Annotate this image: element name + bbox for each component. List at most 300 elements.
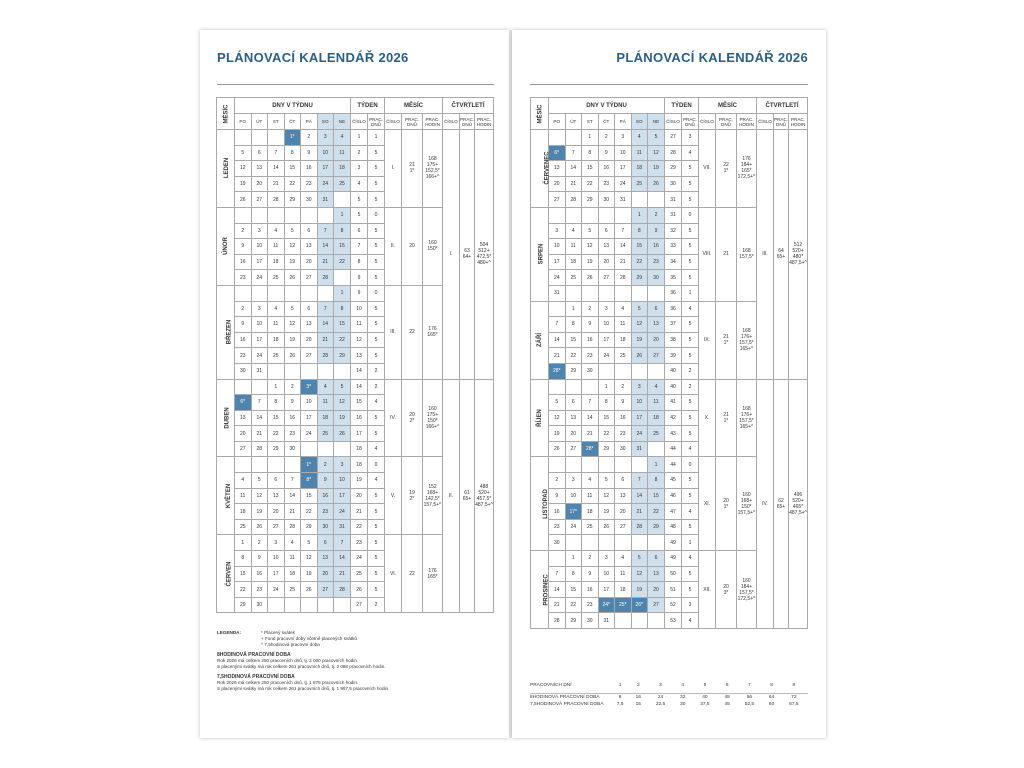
value-line: 165*: [427, 573, 438, 580]
day-cell: 22: [334, 332, 351, 348]
week-work-days: 5: [368, 317, 385, 333]
value-line: 165*: [427, 332, 438, 339]
month-work-days: [402, 457, 423, 535]
day-cell: 26: [301, 582, 318, 598]
day-cell: [549, 130, 566, 146]
week-number: 27: [665, 130, 682, 146]
week-number: 3: [351, 161, 368, 177]
day-cell: 31: [598, 613, 615, 629]
day-cell: [268, 130, 285, 146]
day-cell: 6: [317, 535, 334, 551]
day-cell: 20: [235, 426, 252, 442]
day-cell: [334, 597, 351, 613]
day-cell: 2: [317, 457, 334, 473]
day-cell: 15: [565, 332, 582, 348]
day-cell: [648, 613, 665, 629]
day-cell: 15: [235, 566, 252, 582]
day-cell: 21: [615, 254, 632, 270]
day-cell: 5: [598, 473, 615, 489]
month-work-hours: [737, 457, 757, 551]
day-cell: 22: [565, 348, 582, 364]
day-cell: 11: [284, 551, 301, 567]
month-name-label: KVĚTEN: [226, 483, 233, 509]
day-cell: 11: [648, 395, 665, 411]
cell-value: 8: [764, 682, 780, 694]
day-cell: 9: [582, 566, 599, 582]
week-number: 34: [665, 254, 682, 270]
day-cell: [549, 379, 566, 395]
day-cell: 13: [317, 551, 334, 567]
value-line: 157,5*: [739, 340, 754, 347]
week-work-days: 5: [368, 410, 385, 426]
day-cell: 3*: [301, 379, 318, 395]
day-cell: 26: [631, 348, 648, 364]
day-cell: [549, 457, 566, 473]
day-cell: 31: [631, 441, 648, 457]
quarter-work-hours: [789, 130, 808, 380]
week-number: 5: [351, 207, 368, 223]
page-title: PLÁNOVACÍ KALENDÁŘ 2026: [616, 50, 808, 65]
day-cell: 24: [598, 348, 615, 364]
day-cell: 7: [549, 566, 566, 582]
week-number: 37: [665, 317, 682, 333]
day-cell: 12: [598, 488, 615, 504]
day-cell: 9: [615, 395, 632, 411]
day-cell: 29: [268, 441, 285, 457]
value-line: 168+: [740, 497, 753, 504]
week-work-days: 5: [682, 239, 699, 255]
day-cell: 24: [317, 176, 334, 192]
table-row: [531, 130, 808, 146]
day-cell: 2: [598, 130, 615, 146]
quarter-work-hours: [475, 379, 494, 613]
day-cell: 4: [235, 473, 252, 489]
day-cell: 6*: [549, 145, 566, 161]
day-cell: 19: [631, 582, 648, 598]
legend-item: * Placený svátek: [261, 630, 295, 635]
day-cell: 2: [301, 130, 318, 146]
day-cell: 15: [268, 410, 285, 426]
value-line: 520+: [478, 489, 490, 496]
day-cell: 27: [615, 519, 632, 535]
value-line: 480*: [792, 254, 804, 261]
value-line: 166+^: [425, 423, 440, 430]
day-cell: 8: [284, 145, 301, 161]
day-cell: [284, 457, 301, 473]
day-cell: 28: [631, 519, 648, 535]
day-cell: 25: [565, 270, 582, 286]
day-cell: 24: [631, 426, 648, 442]
day-cell: [284, 363, 301, 379]
day-cell: [317, 597, 334, 613]
day-cell: 23: [582, 348, 599, 364]
day-cell: [235, 285, 252, 301]
day-cell: 3: [317, 130, 334, 146]
week-work-days: 5: [368, 161, 385, 177]
day-cell: [549, 207, 566, 223]
day-cell: 31: [251, 363, 268, 379]
week-work-days: 4: [682, 145, 699, 161]
day-cell: 8: [582, 145, 599, 161]
day-cell: 31: [615, 192, 632, 208]
day-cell: 17: [317, 161, 334, 177]
week-number: 29: [665, 161, 682, 177]
day-cell: 19: [648, 161, 665, 177]
day-cell: 30: [582, 613, 599, 629]
text-8h-a: Rok 2026 má celkem 250 pracovních dnů, tj. 2 000 pracovních hodin.: [217, 658, 359, 663]
day-cell: 22: [582, 176, 599, 192]
day-cell: 9: [549, 488, 566, 504]
week-work-days: 2: [682, 379, 699, 395]
header-month-group: MĚSÍC: [699, 98, 757, 114]
value-line: 19: [409, 489, 415, 496]
day-cell: [235, 130, 252, 146]
day-cell: 24: [251, 348, 268, 364]
day-cell: [268, 457, 285, 473]
value-line: 184+: [740, 162, 753, 169]
value-line: 172,5+^: [737, 174, 756, 181]
day-cell: 30: [317, 519, 334, 535]
day-cell: 18: [268, 332, 285, 348]
value-line: 176+: [740, 334, 753, 341]
day-cell: 14: [549, 332, 566, 348]
day-cell: 25: [268, 348, 285, 364]
day-cell: 28: [317, 270, 334, 286]
day-cell: 10: [631, 395, 648, 411]
day-cell: 18: [582, 504, 599, 520]
table-row: [530, 701, 808, 708]
header-month: [531, 98, 549, 130]
day-cell: 8: [631, 223, 648, 239]
value-line: 20: [723, 583, 729, 590]
day-cell: 23: [251, 582, 268, 598]
day-cell: 6: [648, 301, 665, 317]
header-weekday: PÁ: [301, 114, 318, 130]
day-cell: 21: [631, 504, 648, 520]
day-cell: 12: [334, 395, 351, 411]
day-cell: 11: [317, 395, 334, 411]
day-cell: 13: [251, 161, 268, 177]
day-cell: 13: [235, 410, 252, 426]
day-cell: 6: [301, 223, 318, 239]
day-cell: 16: [598, 161, 615, 177]
week-number: 49: [665, 551, 682, 567]
day-cell: 26: [334, 426, 351, 442]
day-cell: 29: [648, 519, 665, 535]
day-cell: 22: [565, 597, 582, 613]
header-weekday: SO: [631, 114, 648, 130]
day-cell: 16: [251, 566, 268, 582]
month-name-label: ČERVEN: [226, 561, 233, 587]
header-month-group: MĚSÍC: [385, 98, 443, 114]
month-work-days: [716, 457, 737, 551]
day-cell: 26: [235, 192, 252, 208]
week-work-days: 4: [368, 441, 385, 457]
day-cell: 20: [648, 582, 665, 598]
cell-value: 24: [657, 695, 664, 700]
day-cell: 27: [648, 597, 665, 613]
week-number: 31: [665, 192, 682, 208]
week-number: 25: [351, 566, 368, 582]
day-cell: 14: [549, 582, 566, 598]
day-cell: 21: [549, 597, 566, 613]
week-number: 49: [665, 535, 682, 551]
day-cell: 2: [235, 223, 252, 239]
day-cell: 4: [565, 223, 582, 239]
week-work-days: 5: [682, 161, 699, 177]
day-cell: 4: [268, 223, 285, 239]
week-number: 8: [351, 254, 368, 270]
day-cell: 24*: [598, 597, 615, 613]
week-work-days: 0: [368, 207, 385, 223]
week-work-days: 2: [682, 363, 699, 379]
week-work-days: 5: [682, 488, 699, 504]
day-cell: 21: [317, 332, 334, 348]
day-cell: 14: [631, 488, 648, 504]
week-number: 2: [351, 145, 368, 161]
day-cell: 4: [648, 379, 665, 395]
cell-value: 8: [618, 695, 622, 700]
week-number: 46: [665, 488, 682, 504]
cell-value: 15: [635, 702, 641, 707]
day-cell: 19: [301, 566, 318, 582]
day-cell: [631, 613, 648, 629]
week-work-days: 5: [682, 566, 699, 582]
day-cell: [565, 379, 582, 395]
month-name: [531, 551, 549, 629]
value-line: 65+: [462, 495, 472, 502]
day-cell: 11: [235, 488, 252, 504]
value-line: 61: [464, 489, 470, 496]
day-cell: 23: [582, 597, 599, 613]
day-cell: 4: [631, 130, 648, 146]
day-cell: 7: [631, 473, 648, 489]
value-line: 64+: [462, 254, 472, 261]
day-cell: 27: [251, 192, 268, 208]
day-cell: 5: [648, 130, 665, 146]
day-cell: 1*: [301, 457, 318, 473]
month-number: IV.: [385, 379, 402, 457]
week-number: 20: [351, 488, 368, 504]
day-cell: [317, 363, 334, 379]
day-cell: 22: [268, 426, 285, 442]
day-cell: 28: [549, 613, 566, 629]
value-line: 480+^: [477, 260, 491, 267]
month-name: [217, 285, 235, 379]
day-cell: 24: [301, 426, 318, 442]
table-row: [530, 682, 808, 694]
day-cell: 6: [648, 551, 665, 567]
day-cell: 15: [598, 410, 615, 426]
day-cell: 18: [648, 410, 665, 426]
value-line: 152,5*: [425, 168, 440, 175]
day-cell: 15: [631, 239, 648, 255]
day-cell: 20: [301, 332, 318, 348]
day-cell: 20: [648, 332, 665, 348]
day-cell: 27: [268, 519, 285, 535]
value-line: 150*: [741, 503, 752, 510]
header-quarter: ČTVRTLETÍ: [757, 98, 808, 114]
legend-item: + Fond pracovní doby včetně placených svátků: [261, 636, 357, 641]
header-number: ČÍSLO: [699, 114, 716, 130]
day-cell: 19: [334, 410, 351, 426]
day-cell: 18: [268, 254, 285, 270]
month-number: II.: [385, 207, 402, 285]
quarter-work-days: [460, 130, 475, 380]
day-cell: 1: [631, 207, 648, 223]
day-cell: 7: [549, 317, 566, 333]
day-cell: 13: [615, 488, 632, 504]
month-work-hours: [423, 285, 443, 379]
week-work-days: 5: [682, 519, 699, 535]
week-number: 39: [665, 348, 682, 364]
table-row: [531, 379, 808, 395]
day-cell: 18: [615, 582, 632, 598]
day-cell: 22: [334, 254, 351, 270]
cell-value: 56: [746, 695, 753, 700]
value-line: 457,5*: [476, 495, 492, 502]
day-cell: 16: [317, 488, 334, 504]
value-line: 160: [428, 405, 437, 412]
day-cell: [317, 285, 334, 301]
day-cell: [615, 207, 632, 223]
month-number: I.: [385, 130, 402, 208]
day-cell: 2: [615, 379, 632, 395]
week-work-days: 0: [368, 457, 385, 473]
week-number: 41: [665, 395, 682, 411]
day-cell: 31: [549, 285, 566, 301]
heading-8h: 8HODINOVÁ PRACOVNÍ DOBA: [217, 652, 291, 658]
day-cell: 10: [549, 239, 566, 255]
day-cell: 5: [631, 301, 648, 317]
day-cell: [565, 457, 582, 473]
day-cell: 12: [582, 239, 599, 255]
cell-value: 37,5: [700, 702, 710, 707]
day-cell: [631, 535, 648, 551]
value-line: 176+: [740, 411, 753, 418]
week-number: 52: [665, 597, 682, 613]
month-name: [531, 130, 549, 208]
day-cell: 15: [334, 239, 351, 255]
week-number: 35: [665, 270, 682, 286]
week-number: 42: [665, 410, 682, 426]
day-cell: 23: [284, 426, 301, 442]
day-cell: 12: [284, 239, 301, 255]
week-number: 40: [665, 379, 682, 395]
header-month-label: MĚSÍC: [223, 103, 230, 124]
day-cell: 5: [251, 473, 268, 489]
value-line: 512: [793, 242, 803, 249]
value-line: 168: [742, 405, 751, 412]
day-cell: 13: [648, 566, 665, 582]
month-number: X.: [699, 379, 716, 457]
day-cell: [598, 207, 615, 223]
cell-value: 72: [791, 695, 797, 700]
day-cell: 23: [549, 519, 566, 535]
value-line: 512+: [478, 248, 490, 255]
month-work-days: [402, 535, 423, 613]
calendar-table-h2: [530, 97, 808, 629]
month-name-label: DUBEN: [224, 407, 231, 429]
value-line: 160: [742, 577, 751, 584]
value-line: 20: [409, 411, 415, 418]
day-cell: 14: [317, 317, 334, 333]
day-cell: 22: [631, 254, 648, 270]
month-number: V.: [385, 457, 402, 535]
week-work-days: 5: [368, 192, 385, 208]
week-work-days: 5: [368, 254, 385, 270]
day-cell: 4: [615, 301, 632, 317]
week-number: 51: [665, 582, 682, 598]
day-cell: 27: [317, 582, 334, 598]
cell-value: 16: [635, 695, 641, 700]
day-cell: 15: [284, 161, 301, 177]
day-cell: [268, 597, 285, 613]
week-number: 38: [665, 332, 682, 348]
day-cell: [615, 363, 632, 379]
day-cell: [631, 192, 648, 208]
week-work-days: 5: [682, 410, 699, 426]
week-work-days: 5: [368, 535, 385, 551]
header-weekday: NE: [334, 114, 351, 130]
day-cell: [615, 457, 632, 473]
header-number: ČÍSLO: [665, 114, 682, 130]
day-cell: 18: [615, 332, 632, 348]
day-cell: 30: [235, 363, 252, 379]
month-work-days: [716, 379, 737, 457]
day-cell: [598, 285, 615, 301]
cell-value: 22,5: [655, 702, 666, 707]
value-line: 21: [409, 162, 415, 169]
day-cell: 21: [317, 254, 334, 270]
day-cell: 10: [598, 566, 615, 582]
header-work-hours: PRAC. HODIN: [737, 114, 757, 130]
cell-value: 48: [724, 695, 730, 700]
week-number: 9: [351, 270, 368, 286]
week-work-days: 1: [682, 535, 699, 551]
day-cell: 30: [615, 441, 632, 457]
week-work-days: 3: [682, 597, 699, 613]
week-number: 14: [351, 379, 368, 395]
quarter-number: IV.: [757, 379, 774, 629]
day-cell: 2: [648, 207, 665, 223]
day-cell: 16: [301, 161, 318, 177]
week-number: 11: [351, 317, 368, 333]
day-cell: 18: [565, 254, 582, 270]
month-work-days: [402, 130, 423, 208]
day-cell: 2: [582, 301, 599, 317]
value-line: 65+: [776, 503, 786, 510]
cell-value: 6: [719, 682, 735, 694]
day-cell: [615, 613, 632, 629]
day-cell: 15: [648, 488, 665, 504]
day-cell: 17: [615, 161, 632, 177]
week-work-days: 4: [368, 395, 385, 411]
day-cell: 30: [598, 192, 615, 208]
day-cell: 5: [235, 145, 252, 161]
day-cell: 17: [598, 332, 615, 348]
month-name-label: ZÁŘÍ: [536, 333, 543, 348]
day-cell: 11: [334, 145, 351, 161]
day-cell: 2: [251, 535, 268, 551]
quarter-work-days: [774, 379, 789, 629]
week-number: 47: [665, 504, 682, 520]
header-work-days: PRAC. DNŮ: [460, 114, 475, 130]
day-cell: [251, 457, 268, 473]
value-line: 487,5+^: [789, 260, 807, 267]
day-cell: 26*: [631, 597, 648, 613]
value-line: 20: [723, 497, 729, 504]
